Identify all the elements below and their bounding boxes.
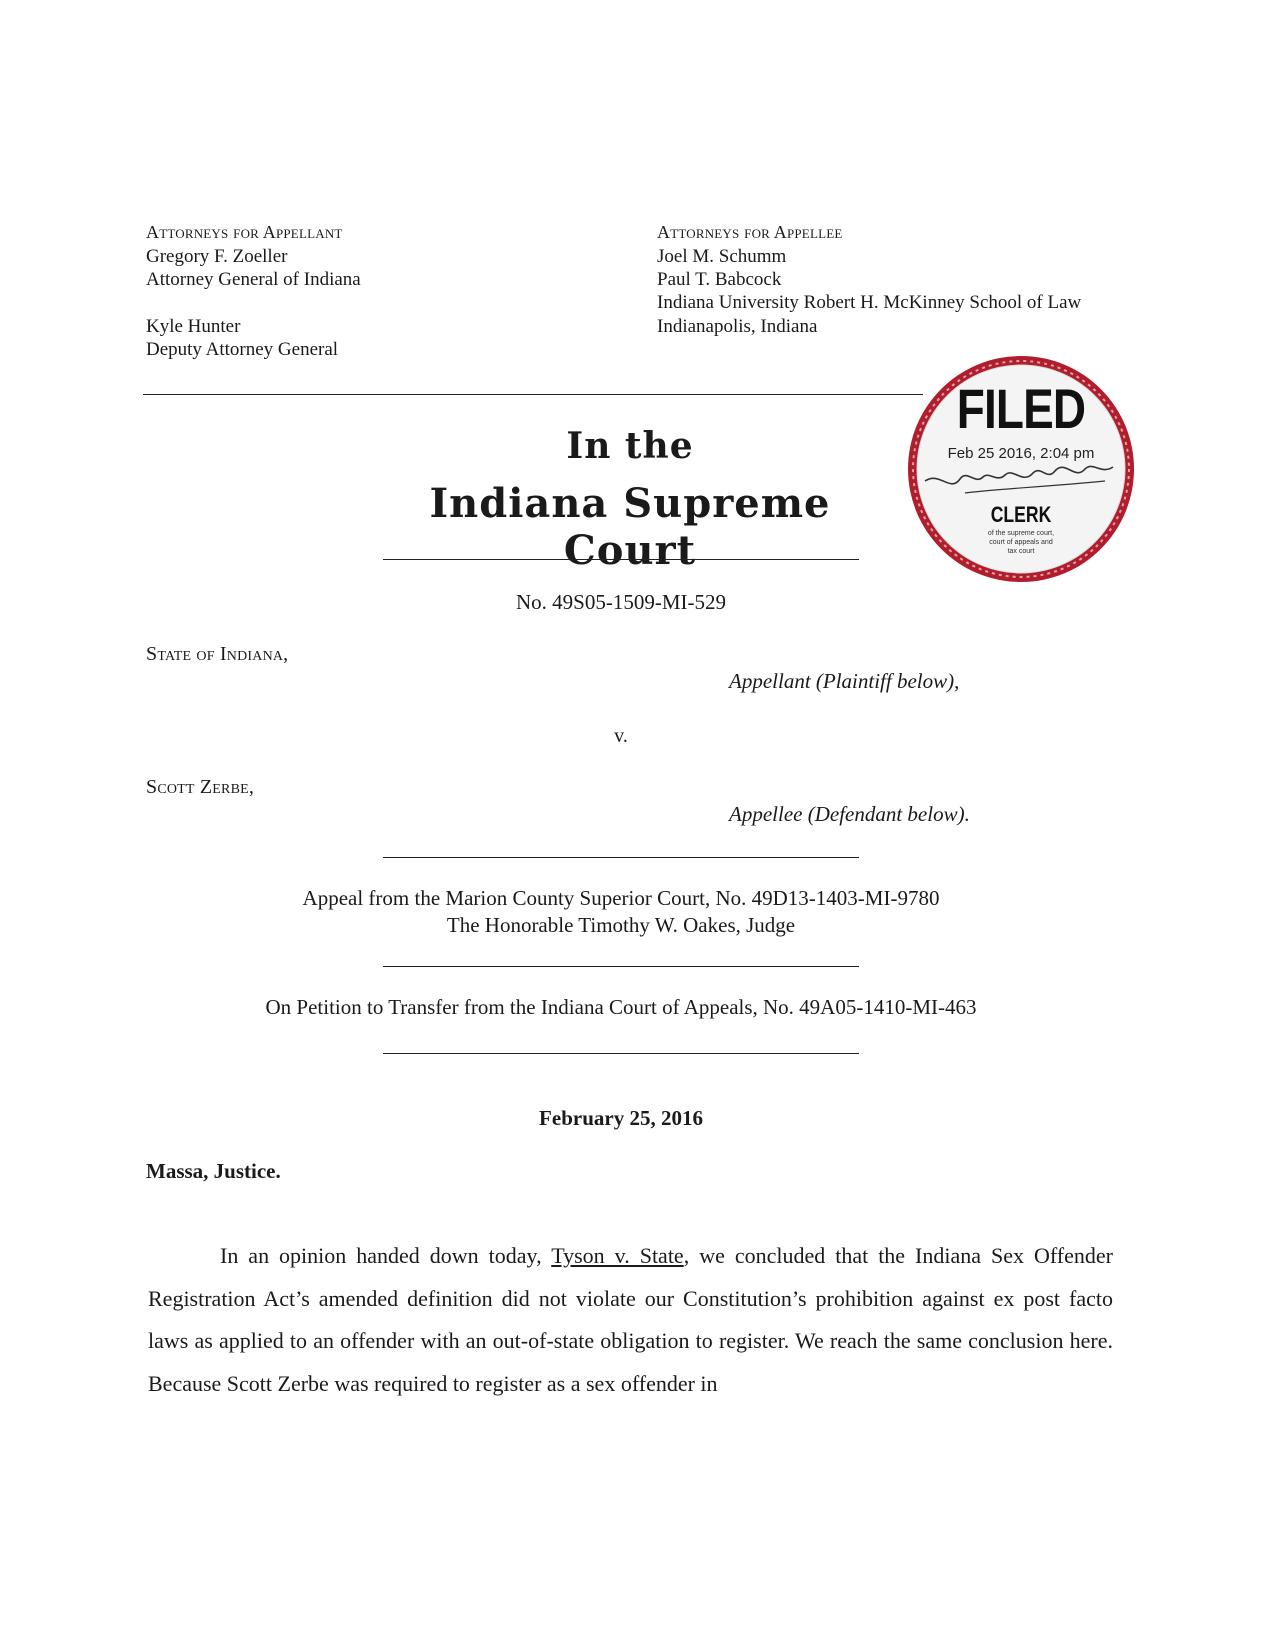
opinion-text-start: In an opinion handed down today, <box>220 1243 552 1268</box>
stamp-role: CLERK <box>990 502 1052 527</box>
appellee-attorneys-heading: Attorneys for Appellee <box>657 222 843 242</box>
appeal-divider <box>383 966 859 967</box>
versus: v. <box>614 725 628 747</box>
opinion-paragraph <box>148 1235 1113 1405</box>
appellee-attorney-1: Joel M. Schumm <box>657 246 787 267</box>
appellee-attorney-2: Paul T. Babcock <box>657 269 782 290</box>
opinion-text-rest: , we concluded that the Indiana Sex Offender Registration Act’s amended definition did not violate our Constitution’s prohibition against ex post facto laws as applied to an offender with an out-of-state obligation to register. We reach the same conclusion here. Because Scott Zerbe was required to register as a sex offender in <box>148 1243 1113 1396</box>
appellee-name: Scott Zerbe, <box>146 776 255 798</box>
case-citation: Tyson v. State <box>551 1243 684 1268</box>
court-title-line1: In the <box>566 425 694 467</box>
appellant-role: Appellant (Plaintiff below), <box>729 669 960 693</box>
appeal-from-judge: The Honorable Timothy W. Oakes, Judge <box>446 913 796 937</box>
appellant-attorneys-heading: Attorneys for Appellant <box>146 222 343 242</box>
court-title-line2: Indiana Supreme Court <box>429 480 831 574</box>
stamp-sub-2: court of appeals and <box>989 539 1053 546</box>
appellant-attorney-title: Attorney General of Indiana <box>146 269 361 290</box>
case-number: No. 49S05-1509-MI-529 <box>516 590 726 614</box>
parties-divider <box>383 857 859 858</box>
header-divider <box>143 394 923 395</box>
appellant-attorney-name: Gregory F. Zoeller <box>146 246 288 267</box>
opinion-author: Massa, Justice. <box>146 1159 281 1183</box>
appellee-affiliation: Indiana University Robert H. McKinney School of Law <box>657 292 1082 313</box>
transfer-divider <box>383 1053 859 1054</box>
decision-date: February 25, 2016 <box>539 1106 703 1130</box>
appellee-role: Appellee (Defendant below). <box>729 802 970 826</box>
stamp-sub-1: of the supreme court, <box>987 530 1055 537</box>
stamp-datetime: Feb 25 2016, 2:04 pm <box>947 445 1095 462</box>
appellee-location: Indianapolis, Indiana <box>657 316 818 337</box>
appellant-deputy-name: Kyle Hunter <box>146 316 241 337</box>
transfer-line: On Petition to Transfer from the Indiana Court of Appeals, No. 49A05-1410-MI-463 <box>265 995 977 1019</box>
title-underline <box>383 559 859 560</box>
stamp-sub-3: tax court <box>1007 548 1035 555</box>
stamp-status: FILED <box>956 377 1086 440</box>
appeal-from-court: Appeal from the Marion County Superior Court, No. 49D13-1403-MI-9780 <box>302 886 940 910</box>
appellant-deputy-title: Deputy Attorney General <box>146 339 339 360</box>
appellant-name: State of Indiana, <box>146 643 289 665</box>
